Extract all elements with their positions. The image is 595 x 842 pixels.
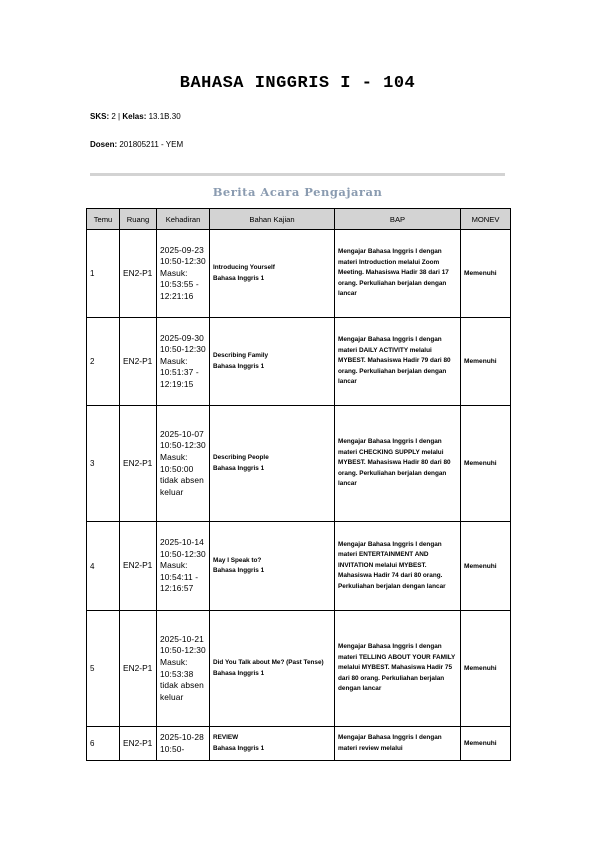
cell-bap: Mengajar Bahasa Inggris I dengan materi CHECKING SUPPLY melalui MYBEST. Mahasiswa Hadir 80 dari 80 orang. Perkuliahan berjalan dengan lancar (335, 406, 461, 522)
course-info (90, 112, 181, 121)
bahan-title: Describing Family (213, 352, 269, 360)
cell-ruang: EN2-P1 (120, 406, 157, 522)
cell-monev: Memenuhi (461, 318, 511, 406)
cell-ruang: EN2-P1 (120, 318, 157, 406)
bahan-title: Introducing Yourself (213, 264, 275, 272)
cell-temu: 6 (87, 727, 120, 761)
cell-temu: 5 (87, 611, 120, 727)
bahan-subject: Bahasa Inggris 1 (213, 744, 265, 752)
cell-monev: Memenuhi (461, 230, 511, 318)
cell-temu: 3 (87, 406, 120, 522)
table-header-row (87, 209, 511, 230)
cell-monev: Memenuhi (461, 406, 511, 522)
header-kehadiran: Kehadiran (157, 209, 210, 230)
bahan-subject: Bahasa Inggris 1 (213, 567, 265, 574)
cell-bahan-kajian (210, 611, 335, 727)
kelas-label: Kelas: (122, 112, 147, 121)
cell-kehadiran: 2025-10-21 10:50-12:30 Masuk: 10:53:38 tidak absen keluar (157, 611, 210, 727)
table-row (87, 406, 511, 522)
bahan-subject: Bahasa Inggris 1 (213, 464, 265, 472)
cell-temu: 1 (87, 230, 120, 318)
separator: | (118, 112, 121, 121)
page-title: BAHASA INGGRIS I - 104 (179, 74, 416, 93)
teaching-report-table (86, 208, 511, 761)
cell-bahan-kajian (210, 522, 335, 611)
cell-bahan-kajian (210, 727, 335, 761)
cell-bahan-kajian (210, 230, 335, 318)
header-ruang: Ruang (120, 209, 157, 230)
cell-bap: Mengajar Bahasa Inggris I dengan materi review melalui (335, 727, 461, 761)
bahan-subject: Bahasa Inggris 1 (213, 274, 265, 282)
table-row (87, 318, 511, 406)
table-row (87, 522, 511, 611)
cell-bahan-kajian (210, 406, 335, 522)
header-bahan-kajian: Bahan Kajian (210, 209, 335, 230)
cell-bap: Mengajar Bahasa Inggris I dengan materi ENTERTAINMENT AND INVITATION melalui MYBEST. Mahasiswa Hadir 74 dari 80 orang. Perkuliahan berjalan dengan lancar (335, 522, 461, 611)
cell-bap: Mengajar Bahasa Inggris I dengan materi Introduction melalui Zoom Meeting. Mahasiswa Hadir 38 dari 17 orang. Perkuliahan berjalan dengan lancar (335, 230, 461, 318)
dosen-label: Dosen: (90, 140, 118, 149)
bahan-title: May I Speak to? (213, 556, 262, 564)
cell-monev: Memenuhi (461, 611, 511, 727)
lecturer-info (90, 140, 183, 149)
bahan-title: REVIEW (213, 734, 239, 742)
cell-monev: Memenuhi (461, 522, 511, 611)
cell-bap: Mengajar Bahasa Inggris I dengan materi TELLING ABOUT YOUR FAMILY melalui MYBEST. Mahasiswa Hadir 75 dari 80 orang. Perkuliahan berjalan dengan lancar (335, 611, 461, 727)
cell-temu: 2 (87, 318, 120, 406)
cell-kehadiran: 2025-10-14 10:50-12:30 Masuk: 10:54:11 - 12:16:57 (157, 522, 210, 611)
kelas-value: 13.1B.30 (148, 112, 181, 121)
cell-ruang: EN2-P1 (120, 230, 157, 318)
cell-monev: Memenuhi (461, 727, 511, 761)
cell-kehadiran: 2025-10-07 10:50-12:30 Masuk: 10:50:00 tidak absen keluar (157, 406, 210, 522)
cell-kehadiran: 2025-09-30 10:50-12:30 Masuk: 10:51:37 - 12:19:15 (157, 318, 210, 406)
header-bap: BAP (335, 209, 461, 230)
header-temu: Temu (87, 209, 120, 230)
sks-label: SKS: (90, 112, 110, 121)
cell-ruang: EN2-P1 (120, 727, 157, 761)
cell-bahan-kajian (210, 318, 335, 406)
table-row (87, 611, 511, 727)
cell-kehadiran: 2025-10-28 10:50- (157, 727, 210, 761)
cell-ruang: EN2-P1 (120, 522, 157, 611)
bahan-subject: Bahasa Inggris 1 (213, 669, 265, 677)
section-title: Berita Acara Pengajaran (212, 185, 383, 199)
header-monev: MONEV (461, 209, 511, 230)
cell-kehadiran: 2025-09-23 10:50-12:30 Masuk: 10:53:55 - 12:21:16 (157, 230, 210, 318)
bahan-subject: Bahasa Inggris 1 (213, 362, 265, 370)
cell-bap: Mengajar Bahasa Inggris I dengan materi DAILY ACTIVITY melalui MYBEST. Mahasiswa Hadir 79 dari 80 orang. Perkuliahan berjalan dengan lancar (335, 318, 461, 406)
cell-ruang: EN2-P1 (120, 611, 157, 727)
table-row (87, 727, 511, 761)
bahan-title: Describing People (213, 454, 269, 462)
section-divider (90, 173, 505, 176)
dosen-value: 201805211 - YEM (119, 140, 184, 149)
table-row (87, 230, 511, 318)
sks-value: 2 (111, 112, 116, 121)
bahan-title: Did You Talk about Me? (Past Tense) (213, 659, 324, 667)
cell-temu: 4 (87, 522, 120, 611)
